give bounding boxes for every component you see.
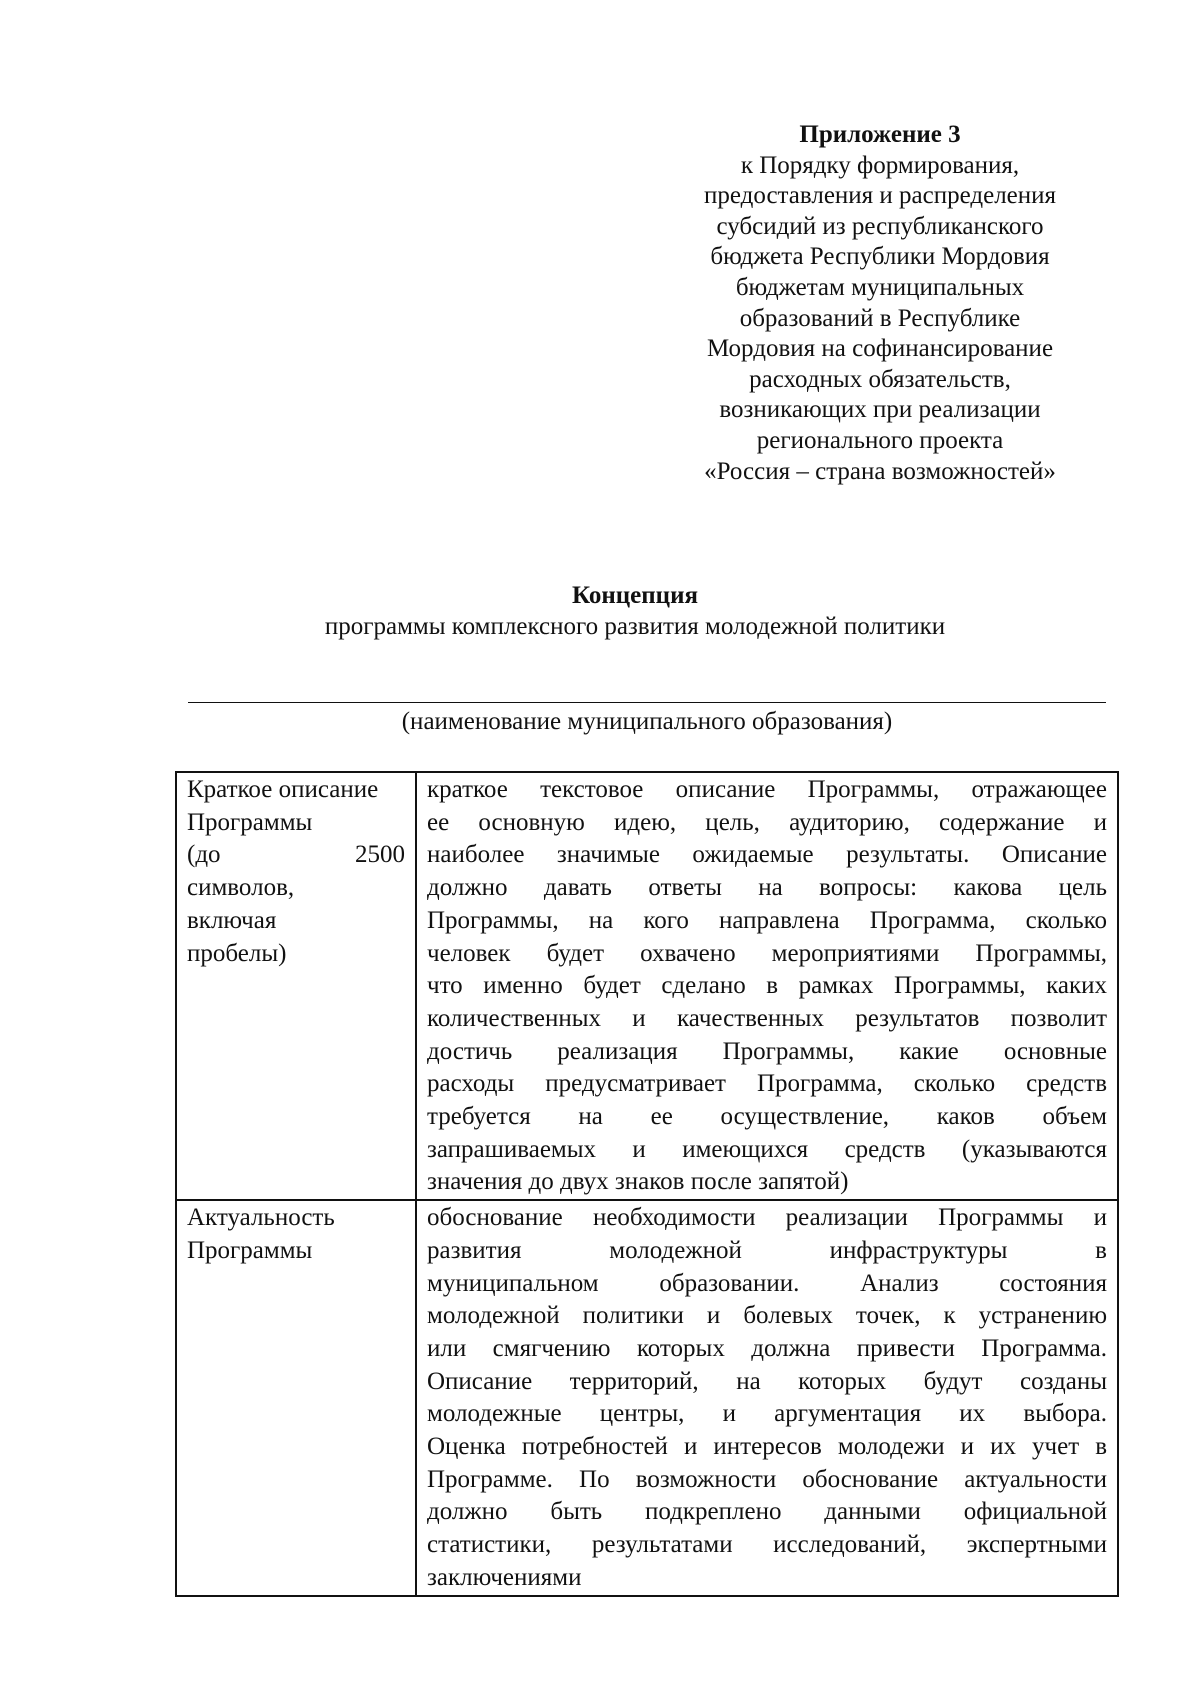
- table-row: [176, 772, 1118, 1200]
- concept-title: Концепция: [571, 582, 699, 609]
- description-line: Программы, на кого направлена Программа, сколько: [427, 906, 1107, 934]
- label-line: Краткое описание: [187, 776, 379, 803]
- appendix-line: бюджета Республики Мордовия: [710, 243, 1050, 271]
- label-word: 2500: [355, 841, 405, 869]
- description-line: человек будет охвачено мероприятиями Программы,: [427, 939, 1107, 967]
- label-line: Программы: [187, 808, 313, 836]
- label-line: Программы: [187, 1236, 313, 1264]
- appendix-line: расходных обязательств,: [749, 365, 1011, 393]
- description-line: требуется на ее осуществление, каков объем: [427, 1103, 1107, 1131]
- description-line: количественных и качественных результатов позволит: [427, 1004, 1107, 1032]
- label-line: символов,: [187, 874, 295, 902]
- description-line: ее основную идею, цель, аудиторию, содержание и: [427, 808, 1107, 836]
- description-line: Программе. По возможности обоснование актуальности: [427, 1465, 1107, 1493]
- description-line: запрашиваемых и имеющихся средств (указываются: [427, 1135, 1107, 1163]
- description-line: что именно будет сделано в рамках Программы, каких: [427, 972, 1107, 1000]
- description-line: должно давать ответы на вопросы: какова цель: [427, 874, 1107, 902]
- description-line: Описание территорий, на которых будут созданы: [427, 1367, 1107, 1395]
- label-line: включая: [187, 906, 277, 934]
- appendix-line: «Россия – страна возможностей»: [704, 457, 1056, 485]
- description-line: наиболее значимые ожидаемые результаты. Описание: [427, 841, 1107, 869]
- appendix-header: [640, 120, 1120, 487]
- description-line: заключениями: [427, 1563, 582, 1591]
- description-line: молодежной политики и болевых точек, к устранению: [427, 1302, 1107, 1330]
- description-line: должно быть подкреплено данными официальной: [427, 1498, 1107, 1526]
- appendix-line: к Порядку формирования,: [740, 151, 1020, 179]
- appendix-line: субсидий из республиканского: [716, 212, 1044, 240]
- description-line: достичь реализация Программы, какие основные: [427, 1037, 1107, 1065]
- appendix-line: бюджетам муниципальных: [735, 273, 1025, 301]
- description-line: статистики, результатами исследований, экспертными: [427, 1531, 1107, 1559]
- appendix-line: возникающих при реализации: [719, 396, 1041, 424]
- municipality-name-caption: (наименование муниципального образования): [401, 708, 893, 735]
- label-line: пробелы): [187, 939, 287, 967]
- concept-subtitle: программы комплексного развития молодежной политики: [324, 613, 946, 640]
- label-word: (до: [187, 841, 221, 869]
- description-line: расходы предусматривает Программа, сколько средств: [427, 1070, 1107, 1098]
- table-row: [176, 1200, 1118, 1595]
- municipality-name-block: [188, 702, 1106, 737]
- description-line: муниципальном образовании. Анализ состояния: [427, 1269, 1107, 1297]
- table-label-cell: [176, 1200, 416, 1595]
- appendix-line: предоставления и распределения: [703, 182, 1057, 210]
- description-line: значения до двух знаков после запятой): [427, 1168, 849, 1196]
- appendix-line: Мордовия на софинансирование: [706, 335, 1054, 363]
- label-line: Актуальность: [187, 1204, 335, 1232]
- table-label-cell: [176, 772, 416, 1200]
- table-description-cell: [416, 1200, 1118, 1595]
- appendix-line: образований в Республике: [739, 304, 1021, 332]
- label-line: [187, 839, 405, 872]
- description-line: обоснование необходимости реализации Программы и: [427, 1204, 1107, 1232]
- description-line: развития молодежной инфраструктуры в: [427, 1236, 1107, 1264]
- concept-table: [175, 771, 1119, 1597]
- description-line: или смягчению которых должна привести Программа.: [427, 1334, 1107, 1362]
- municipality-name-line: [188, 702, 1106, 703]
- description-line: краткое текстовое описание Программы, отражающее: [427, 776, 1107, 803]
- appendix-line: регионального проекта: [756, 426, 1004, 454]
- table-description-cell: [416, 772, 1118, 1200]
- description-line: молодежные центры, и аргументация их выбора.: [427, 1400, 1107, 1428]
- appendix-title: Приложение 3: [799, 121, 961, 148]
- concept-heading: [185, 580, 1085, 642]
- description-line: Оценка потребностей и интересов молодежи и их учет в: [427, 1433, 1107, 1461]
